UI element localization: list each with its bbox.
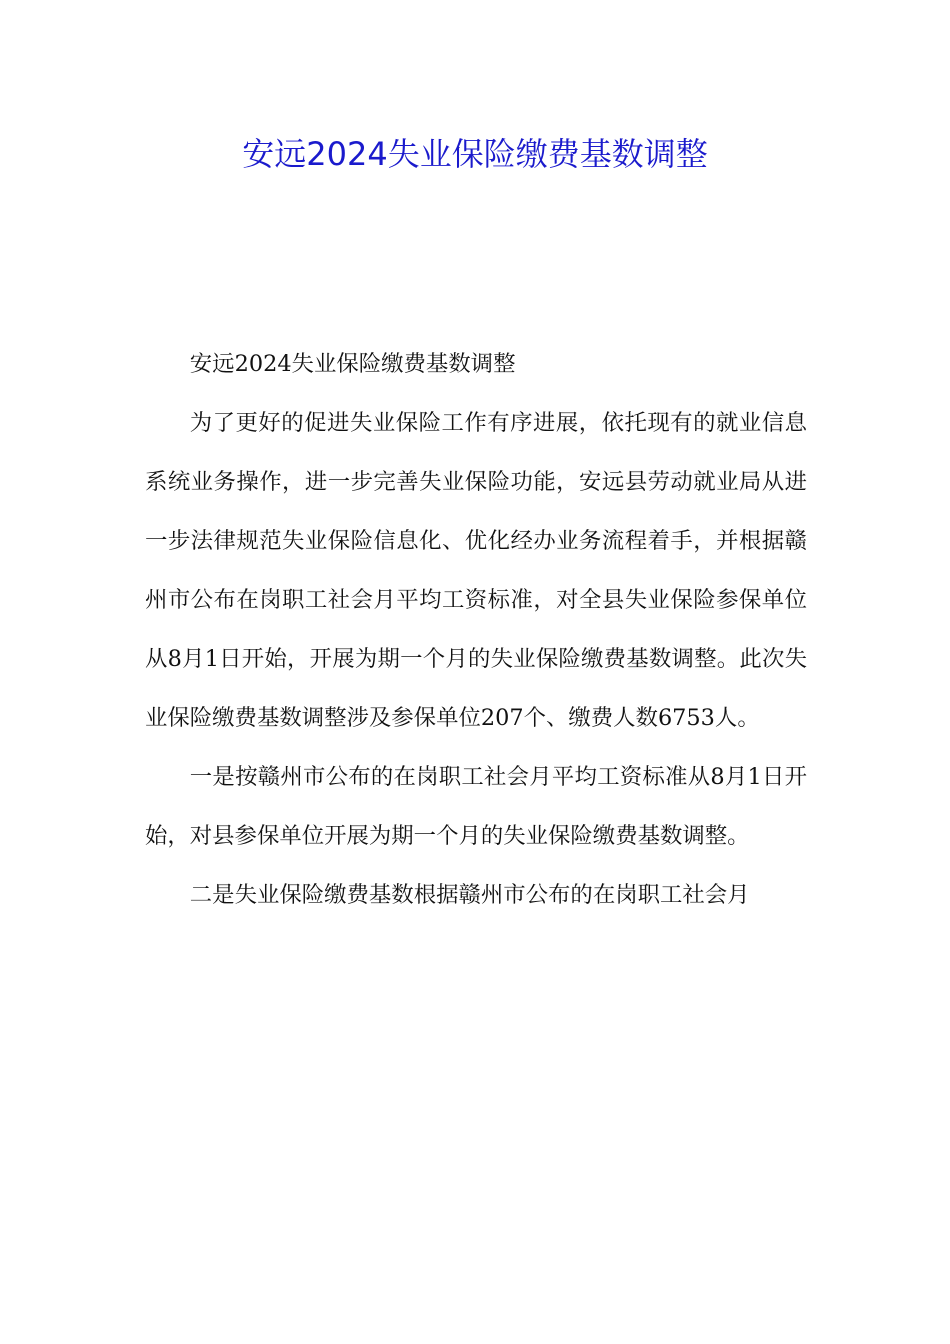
- paragraph-point-one: 一是按赣州市公布的在岗职工社会月平均工资标准从8月1日开始，对县参保单位开展为期一个月的失业保险缴费基数调整。: [145, 764, 807, 849]
- document-body: [145, 335, 807, 925]
- paragraph-point-two: 二是失业保险缴费基数根据赣州市公布的在岗职工社会月: [189, 882, 750, 908]
- paragraph-intro: 为了更好的促进失业保险工作有序进展，依托现有的就业信息系统业务操作，进一步完善失业保险功能，安远县劳动就业局从进一步法律规范失业保险信息化、优化经办业务流程着手，并根据赣州市公布在岗职工社会月平均工资标准，对全县失业保险参保单位从8月1日开始，开展为期一个月的失业保险缴费基数调整。此次失业保险缴费基数调整涉及参保单位207个、缴费人数6753人。: [145, 410, 807, 731]
- document-title: 安远2024失业保险缴费基数调整: [242, 135, 708, 173]
- paragraph-subtitle: 安远2024失业保险缴费基数调整: [189, 351, 516, 377]
